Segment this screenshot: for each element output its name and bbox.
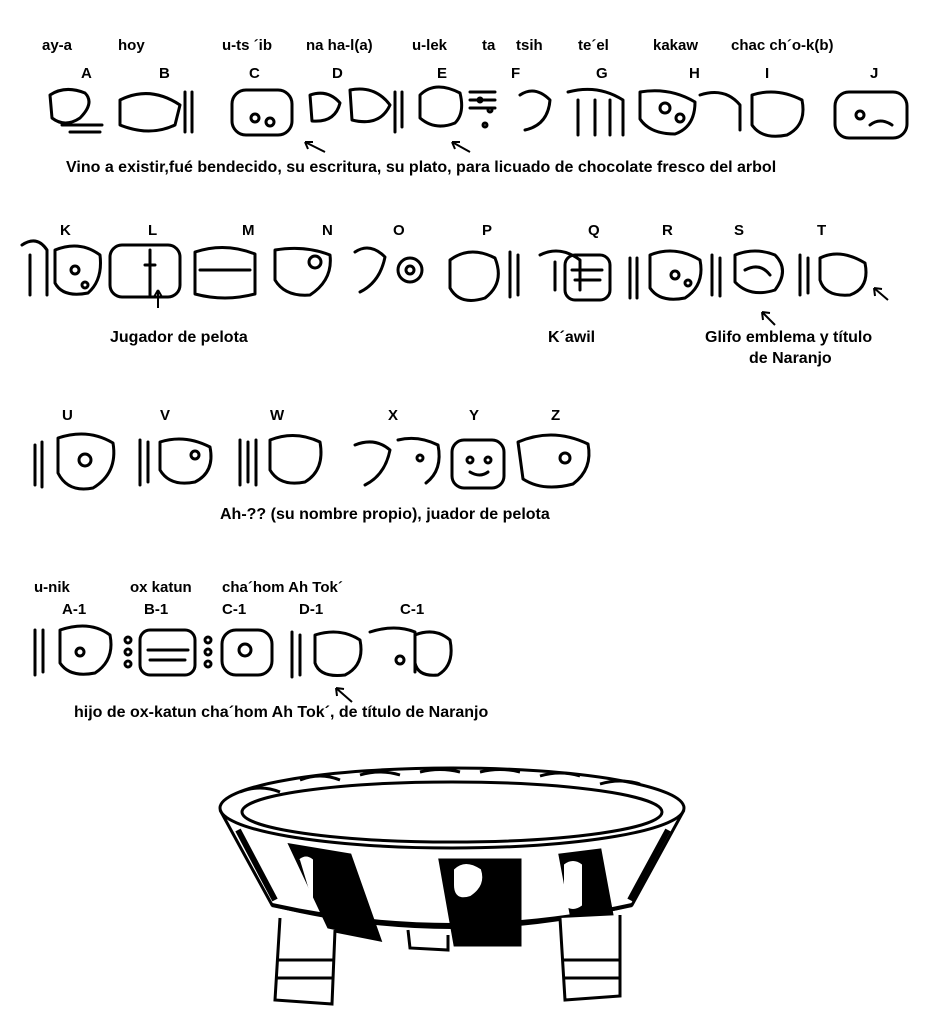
gloss-oxkatun: ox katun [130, 579, 192, 596]
row3-caption: Ah-?? (su nombre propio), juador de pelota [220, 506, 550, 523]
gloss-chahom: cha´hom Ah Tok´ [222, 579, 343, 596]
gloss-chacchok: chac ch´o-k(b) [731, 37, 834, 54]
note-kawil: K´awil [548, 329, 596, 346]
letter-a: A [81, 65, 92, 82]
letter-f: F [511, 65, 521, 82]
letter-q: Q [588, 222, 600, 239]
letter-x: X [388, 407, 399, 424]
letter-a1: A-1 [62, 601, 87, 618]
letter-j: J [870, 65, 879, 82]
letter-l: L [148, 222, 158, 239]
letter-m: M [242, 222, 255, 239]
gloss-tsih: tsih [516, 37, 543, 54]
letter-t: T [817, 222, 827, 239]
letter-o: O [393, 222, 405, 239]
gloss-ta: ta [482, 37, 496, 54]
letter-b: B [159, 65, 170, 82]
letter-n: N [322, 222, 333, 239]
letter-d: D [332, 65, 343, 82]
row1-caption: Vino a existir,fué bendecido, su escritura, su plato, para licuado de chocolate fresco del arbol [66, 159, 777, 176]
note-glifo-emblema: Glifo emblema y título [705, 329, 873, 346]
gloss-teel: te´el [578, 37, 609, 54]
letter-e: E [437, 65, 448, 82]
letter-r: R [662, 222, 673, 239]
letter-u: U [62, 407, 73, 424]
letter-c: C [249, 65, 260, 82]
letter-s: S [734, 222, 745, 239]
letter-i: I [765, 65, 770, 82]
letter-b1: B-1 [144, 601, 169, 618]
note-jugador-de-pelota: Jugador de pelota [110, 329, 248, 346]
gloss-hoy: hoy [118, 37, 145, 54]
gloss-ulek: u-lek [412, 37, 448, 54]
letter-c1-second: C-1 [400, 601, 425, 618]
letter-y: Y [469, 407, 480, 424]
gloss-unik: u-nik [34, 579, 70, 596]
gloss-utsib: u-ts ´ib [222, 37, 272, 54]
note-de-naranjo: de Naranjo [749, 350, 832, 367]
row4-caption: hijo de ox-katun cha´hom Ah Tok´, de título de Naranjo [74, 704, 489, 721]
letter-z: Z [551, 407, 561, 424]
gloss-kakaw: kakaw [653, 37, 699, 54]
letter-k: K [60, 222, 71, 239]
letter-h: H [689, 65, 700, 82]
letter-v: V [160, 407, 171, 424]
gloss-aya: ay-a [42, 37, 73, 54]
letter-w: W [270, 407, 285, 424]
letter-g: G [596, 65, 608, 82]
gloss-nahala: na ha-l(a) [306, 37, 373, 54]
letter-p: P [482, 222, 493, 239]
letter-c1: C-1 [222, 601, 247, 618]
letter-d1: D-1 [299, 601, 324, 618]
